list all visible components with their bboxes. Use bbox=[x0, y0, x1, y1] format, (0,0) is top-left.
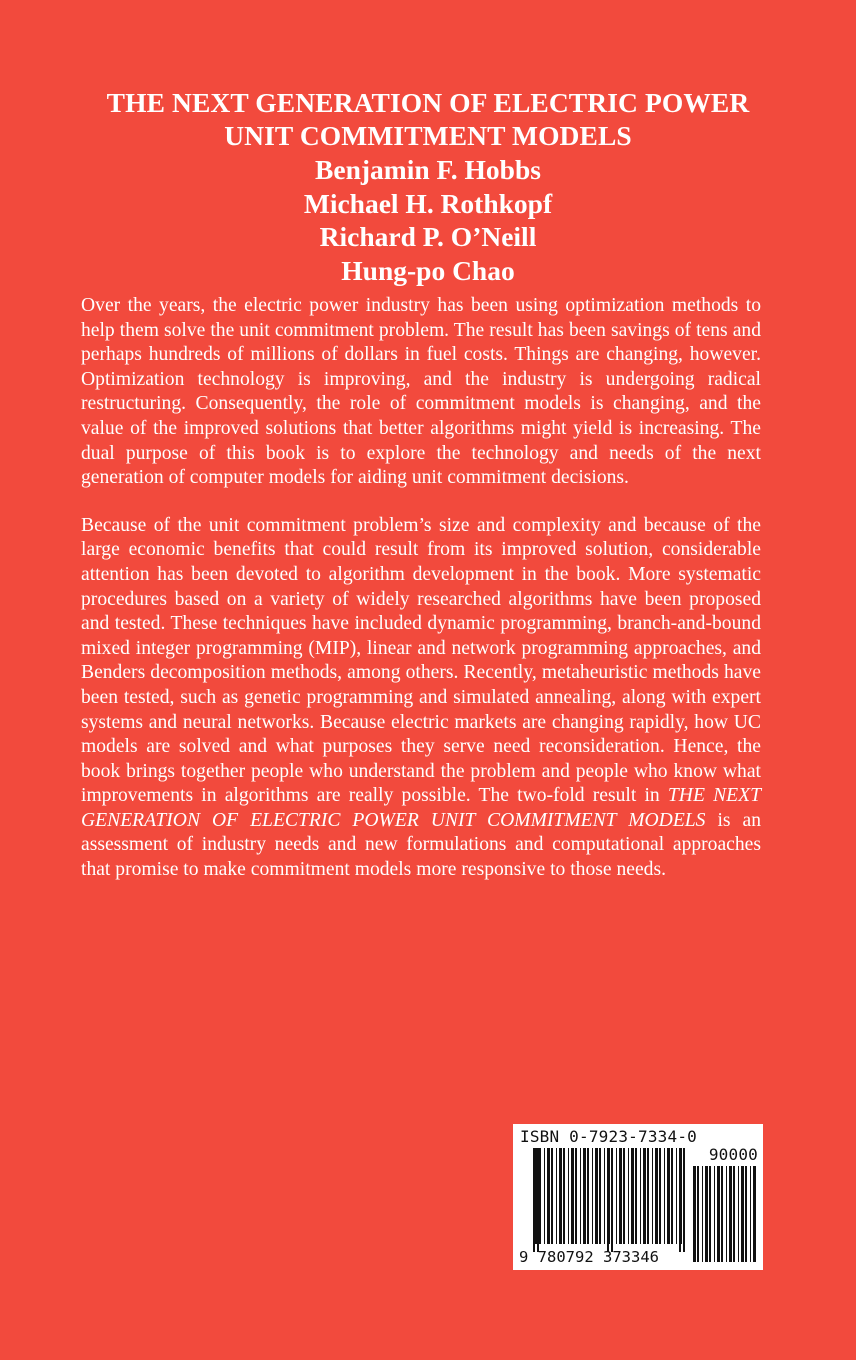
paragraph-2-text-start: Because of the unit commitment problem’s size and complexity and because of the large economic benefits that could result from its improved solution, considerable attention has been devoted to algorithm development in the book. More systematic procedures based on a variety of widely researched algorithms have been proposed and tested. These techniques have included dynamic programming, branch-and-bound mixed integer programming (MIP), linear and network programming approaches, and Benders decomposition methods, among others. Recently, metaheuristic methods have been tested, such as genetic programming and simulated annealing, along with expert systems and neural networks. Because electric markets are changing rapidly, how UC models are solved and what purposes they serve need reconsideration. Hence, the book brings together people who understand the problem and people who know what improvements in algorithms are really possible. The two-fold result in bbox=[81, 514, 761, 807]
barcode-bar bbox=[547, 1148, 550, 1244]
barcode-bar bbox=[619, 1148, 622, 1244]
barcode-bar bbox=[702, 1166, 703, 1262]
barcode-bar bbox=[745, 1166, 747, 1262]
barcode-bar bbox=[568, 1148, 569, 1244]
title-line-1: THE NEXT GENERATION OF ELECTRIC POWER bbox=[106, 87, 750, 118]
barcode-bar bbox=[551, 1148, 553, 1244]
barcode-bar bbox=[599, 1148, 601, 1244]
barcode-bar bbox=[604, 1148, 605, 1244]
author-name: Benjamin F. Hobbs bbox=[315, 154, 541, 185]
barcode-bar bbox=[575, 1148, 577, 1244]
barcode-bar bbox=[721, 1166, 723, 1262]
barcode-guard-bar bbox=[611, 1148, 613, 1252]
barcode-bar bbox=[635, 1148, 637, 1244]
barcode-bar bbox=[655, 1148, 658, 1244]
barcode-bar bbox=[705, 1166, 708, 1262]
barcode-bar bbox=[667, 1148, 670, 1244]
barcode-bar bbox=[697, 1166, 699, 1262]
barcode-bar bbox=[726, 1166, 727, 1262]
author-name: Richard P. O’Neill bbox=[319, 221, 537, 252]
barcode-bar bbox=[587, 1148, 589, 1244]
barcode-bar bbox=[583, 1148, 586, 1244]
barcode-bar bbox=[563, 1148, 565, 1244]
description-paragraph-2 bbox=[81, 514, 761, 883]
barcode-bar bbox=[623, 1148, 625, 1244]
barcode-bar bbox=[753, 1166, 756, 1262]
barcode-guard-bar bbox=[679, 1148, 681, 1252]
barcode-bar bbox=[647, 1148, 649, 1244]
author-name: Michael H. Rothkopf bbox=[303, 187, 553, 219]
isbn-label: ISBN 0-7923-7334-0 bbox=[520, 1127, 697, 1146]
barcode-bar bbox=[592, 1148, 593, 1244]
barcode-bar bbox=[676, 1148, 677, 1244]
barcode-bar bbox=[659, 1148, 661, 1244]
barcode-bar bbox=[628, 1148, 629, 1244]
barcode-bar bbox=[595, 1148, 598, 1244]
barcode-bar bbox=[664, 1148, 665, 1244]
barcode-bar bbox=[652, 1148, 653, 1244]
barcode-bar bbox=[738, 1166, 739, 1262]
ean-number: 9 780792 373346 bbox=[519, 1248, 659, 1266]
barcode-guard-bar bbox=[537, 1148, 539, 1252]
barcode-guard-bar bbox=[533, 1148, 535, 1252]
barcode-bar bbox=[556, 1148, 557, 1244]
price-code: 90000 bbox=[708, 1145, 758, 1164]
book-title bbox=[0, 86, 856, 152]
barcode-bar bbox=[693, 1166, 696, 1262]
barcode-bar bbox=[717, 1166, 720, 1262]
paragraph-2-text-end: is an assessment of industry needs and new formulations and computational approaches that promise to make commitment models more responsive to those needs. bbox=[81, 809, 761, 881]
author-list bbox=[0, 153, 856, 287]
barcode-bar bbox=[741, 1166, 744, 1262]
book-description bbox=[81, 294, 761, 883]
barcode-bar bbox=[616, 1148, 617, 1244]
barcode-bar bbox=[580, 1148, 581, 1244]
barcode-bar bbox=[539, 1148, 541, 1244]
barcode-bar bbox=[714, 1166, 715, 1262]
barcode-box bbox=[513, 1124, 763, 1270]
barcode-bar bbox=[729, 1166, 732, 1262]
barcode-bar bbox=[640, 1148, 641, 1244]
barcode-bar bbox=[671, 1148, 673, 1244]
barcode-guard-bar bbox=[607, 1148, 609, 1252]
barcode-bar bbox=[571, 1148, 574, 1244]
barcode-guard-bar bbox=[683, 1148, 685, 1252]
barcode-bar bbox=[544, 1148, 545, 1244]
description-paragraph-1: Over the years, the electric power industry has been using optimization methods to help them solve the unit commitment problem. The result has been savings of tens and perhaps hundreds of millions of dollars in fuel costs. Things are changing, however. Optimization technology is improving, and the industry is undergoing radical restructuring. Consequently, the role of commitment models is changing, and the value of the improved solutions that better algorithms might yield is increasing. The dual purpose of this book is to explore the technology and needs of the next generation of computer models for aiding unit commitment decisions. bbox=[81, 295, 761, 489]
barcode-bar bbox=[750, 1166, 751, 1262]
title-block bbox=[0, 86, 856, 287]
barcode-bar bbox=[733, 1166, 735, 1262]
barcode-bar bbox=[559, 1148, 562, 1244]
barcode-bar bbox=[709, 1166, 711, 1262]
barcode-bar bbox=[643, 1148, 646, 1244]
paragraph-2-italic-title: THE NEXT GENERATION OF ELECTRIC POWER UNIT COMMITMENT MODELS bbox=[81, 785, 761, 831]
title-line-2: UNIT COMMITMENT MODELS bbox=[224, 120, 632, 151]
barcode-bar bbox=[631, 1148, 634, 1244]
author-name: Hung-po Chao bbox=[341, 254, 515, 286]
